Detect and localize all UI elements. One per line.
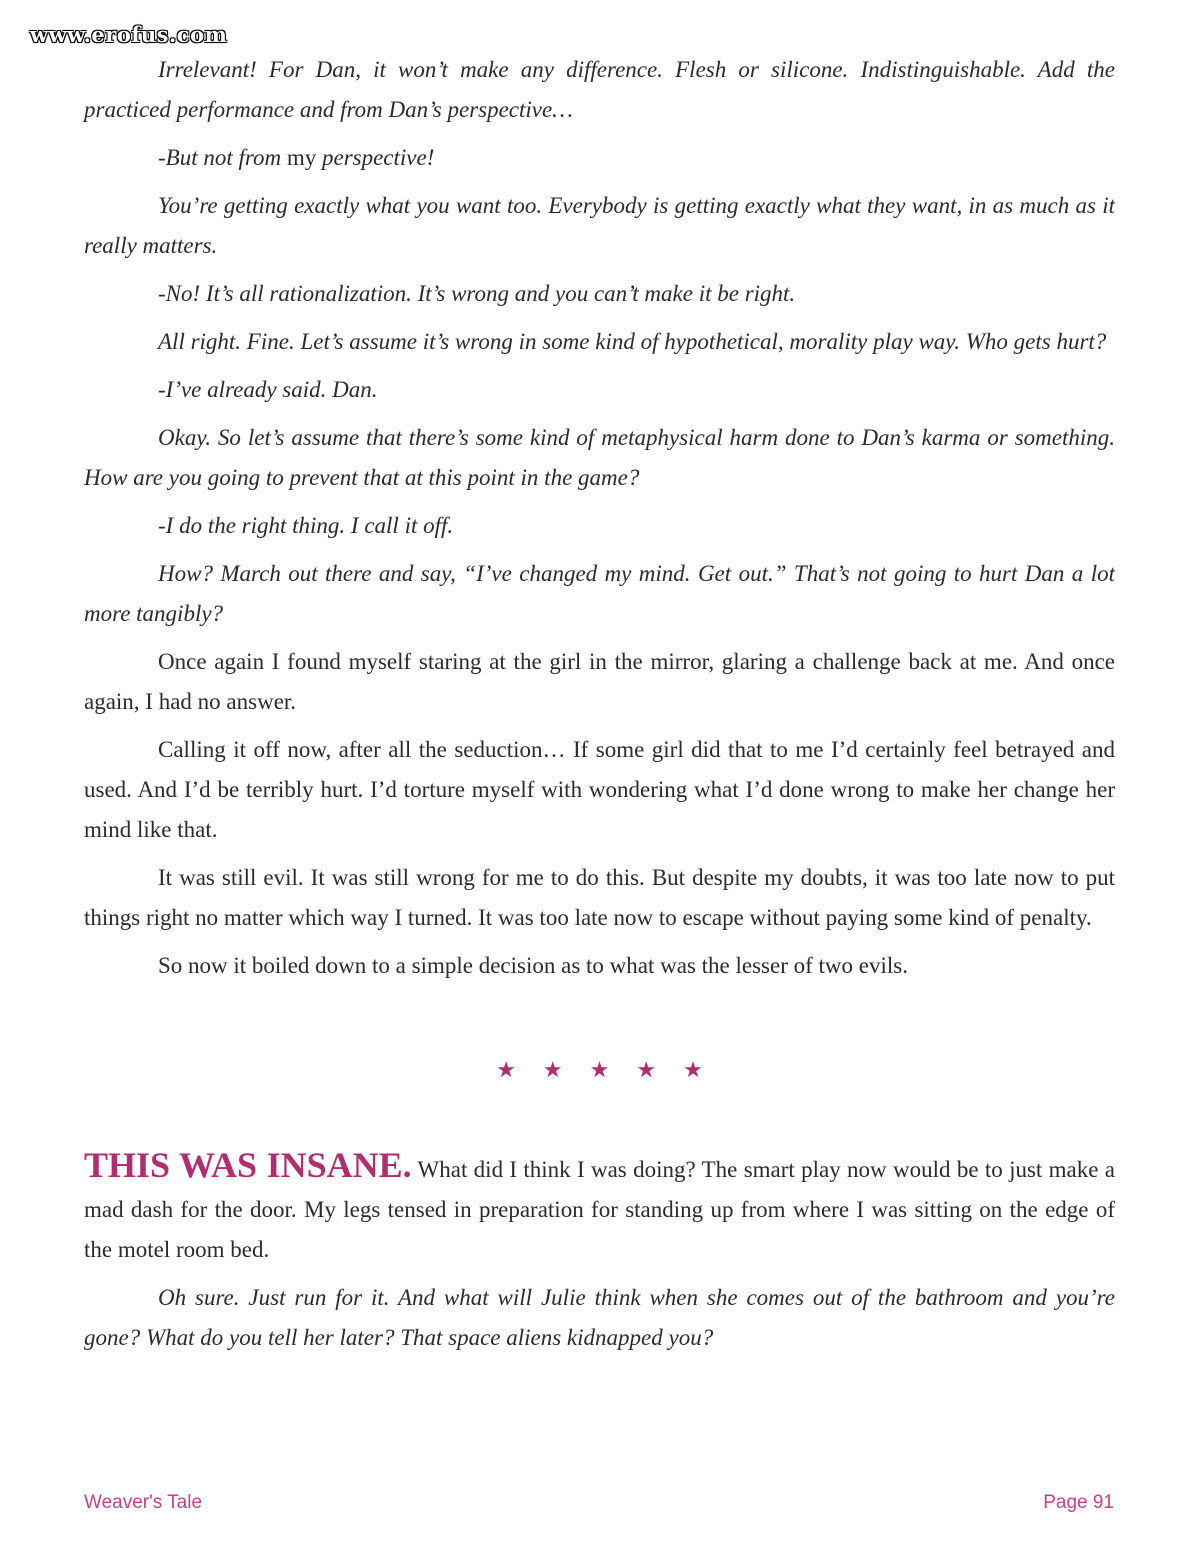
paragraph-3: You’re getting exactly what you want too. Everybody is getting exactly what they want, in as much as it really matters. — [84, 193, 1115, 258]
paragraph-11: Calling it off now, after all the seduction… If some girl did that to me I’d certainly feel betrayed and used. And I’d be terribly hurt. I’d torture myself with wondering what I’d done wrong to make her change her mind like that. — [84, 737, 1115, 842]
section-opening-paragraph — [84, 1145, 1115, 1270]
paragraph-8: -I do the right thing. I call it off. — [158, 513, 454, 538]
section-lead-caps: THIS WAS INSANE. — [84, 1145, 412, 1185]
paragraph-4: -No! It’s all rationalization. It’s wrong and you can’t make it be right. — [158, 281, 796, 306]
paragraph-13: So now it boiled down to a simple decision as to what was the lesser of two evils. — [158, 953, 908, 978]
paragraph-12: It was still evil. It was still wrong for me to do this. But despite my doubts, it was too late now to put things right no matter which way I turned. It was too late now to escape without paying some kind of penalty. — [84, 865, 1115, 930]
section-italic-paragraph: Oh sure. Just run for it. And what will Julie think when she comes out of the bathroom and you’re gone? What do you tell her later? That space aliens kidnapped you? — [84, 1285, 1115, 1350]
page-body — [84, 50, 1115, 1366]
paragraph-2-after: perspective! — [316, 145, 435, 170]
paragraph-1: Irrelevant! For Dan, it won’t make any difference. Flesh or silicone. Indistinguishable. Add the practiced performance and from Dan’s perspective… — [84, 57, 1115, 122]
paragraph-9: How? March out there and say, “I’ve changed my mind. Get out.” That’s not going to hurt Dan a lot more tangibly? — [84, 561, 1115, 626]
section-lead-text: What did I think I was doing? The smart play now would be to just make a mad dash for the door. My legs tensed in preparation for standing up from where I was sitting on the edge of the motel room bed. — [84, 1157, 1115, 1262]
section-separator-stars: ★ ★ ★ ★ ★ — [496, 1058, 713, 1083]
footer-book-title: Weaver's Tale — [84, 1492, 203, 1513]
paragraph-7: Okay. So let’s assume that there’s some kind of metaphysical harm done to Dan’s karma or something. How are you going to prevent that at this point in the game? — [84, 425, 1115, 490]
page-footer — [84, 1492, 1114, 1514]
paragraph-2-before: -But not from — [158, 145, 287, 170]
paragraph-10: Once again I found myself staring at the girl in the mirror, glaring a challenge back at me. And once again, I had no answer. — [84, 649, 1115, 714]
paragraph-5: All right. Fine. Let’s assume it’s wrong in some kind of hypothetical, morality play way. Who gets hurt? — [158, 329, 1107, 354]
footer-page-number: Page 91 — [1043, 1492, 1114, 1513]
paragraph-2-emphasis: my — [286, 145, 317, 170]
paragraph-2 — [84, 138, 1115, 178]
paragraph-6: -I’ve already said. Dan. — [158, 377, 378, 402]
watermark-text: www.erofus.com — [30, 22, 228, 47]
